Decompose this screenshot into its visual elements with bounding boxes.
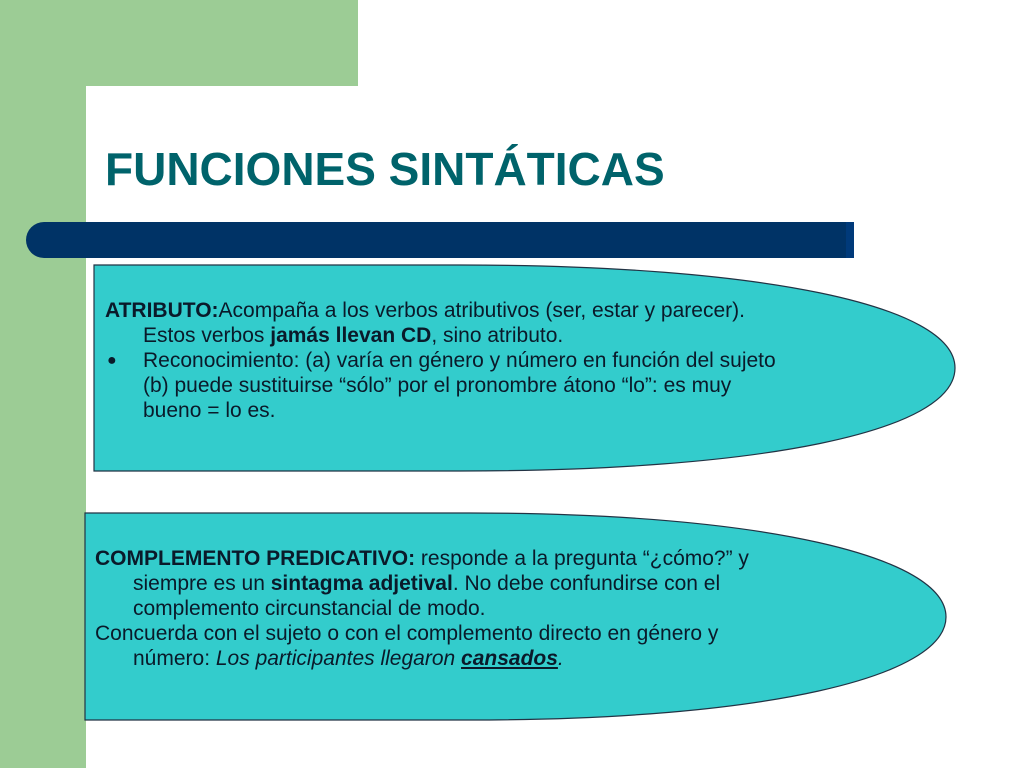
predicativo-text-2: . No debe confundirse con el complemento circunstancial de modo. xyxy=(133,572,721,620)
example-period: . xyxy=(557,647,564,670)
atributo-content xyxy=(105,298,795,423)
atributo-paragraph xyxy=(105,298,795,348)
reconocimiento-text: Reconocimiento: (a) varía en género y número en función del sujeto (b) puede sustituirse “sólo” por el pronombre átono “lo”: es muy bueno = lo es. xyxy=(143,349,776,422)
atributo-label: ATRIBUTO: xyxy=(105,299,219,322)
concuerda-paragraph xyxy=(95,621,795,671)
predicativo-bold: sintagma adjetival xyxy=(270,572,453,595)
slide-title: FUNCIONES SINTÁTICAS xyxy=(105,143,665,195)
predicativo-paragraph xyxy=(95,546,795,621)
predicativo-text-1: responde a la pregunta “¿cómo?” y siempre es un xyxy=(133,547,749,595)
bullet-icon: ● xyxy=(107,352,117,369)
atributo-text-1: Acompaña a los verbos atributivos (ser, estar y parecer). Estos verbos xyxy=(143,299,745,347)
predicativo-label: COMPLEMENTO PREDICATIVO: xyxy=(95,547,416,570)
atributo-bold: jamás llevan CD xyxy=(270,324,432,347)
concuerda-text: Concuerda con el sujeto o con el complemento directo en género y número: xyxy=(95,622,719,670)
example-italic: Los participantes llegaron xyxy=(215,647,462,670)
atributo-text-2: , sino atributo. xyxy=(431,324,564,347)
predicativo-content xyxy=(95,546,795,671)
reconocimiento-bullet xyxy=(105,348,795,423)
example-emphasis: cansados xyxy=(461,647,558,670)
